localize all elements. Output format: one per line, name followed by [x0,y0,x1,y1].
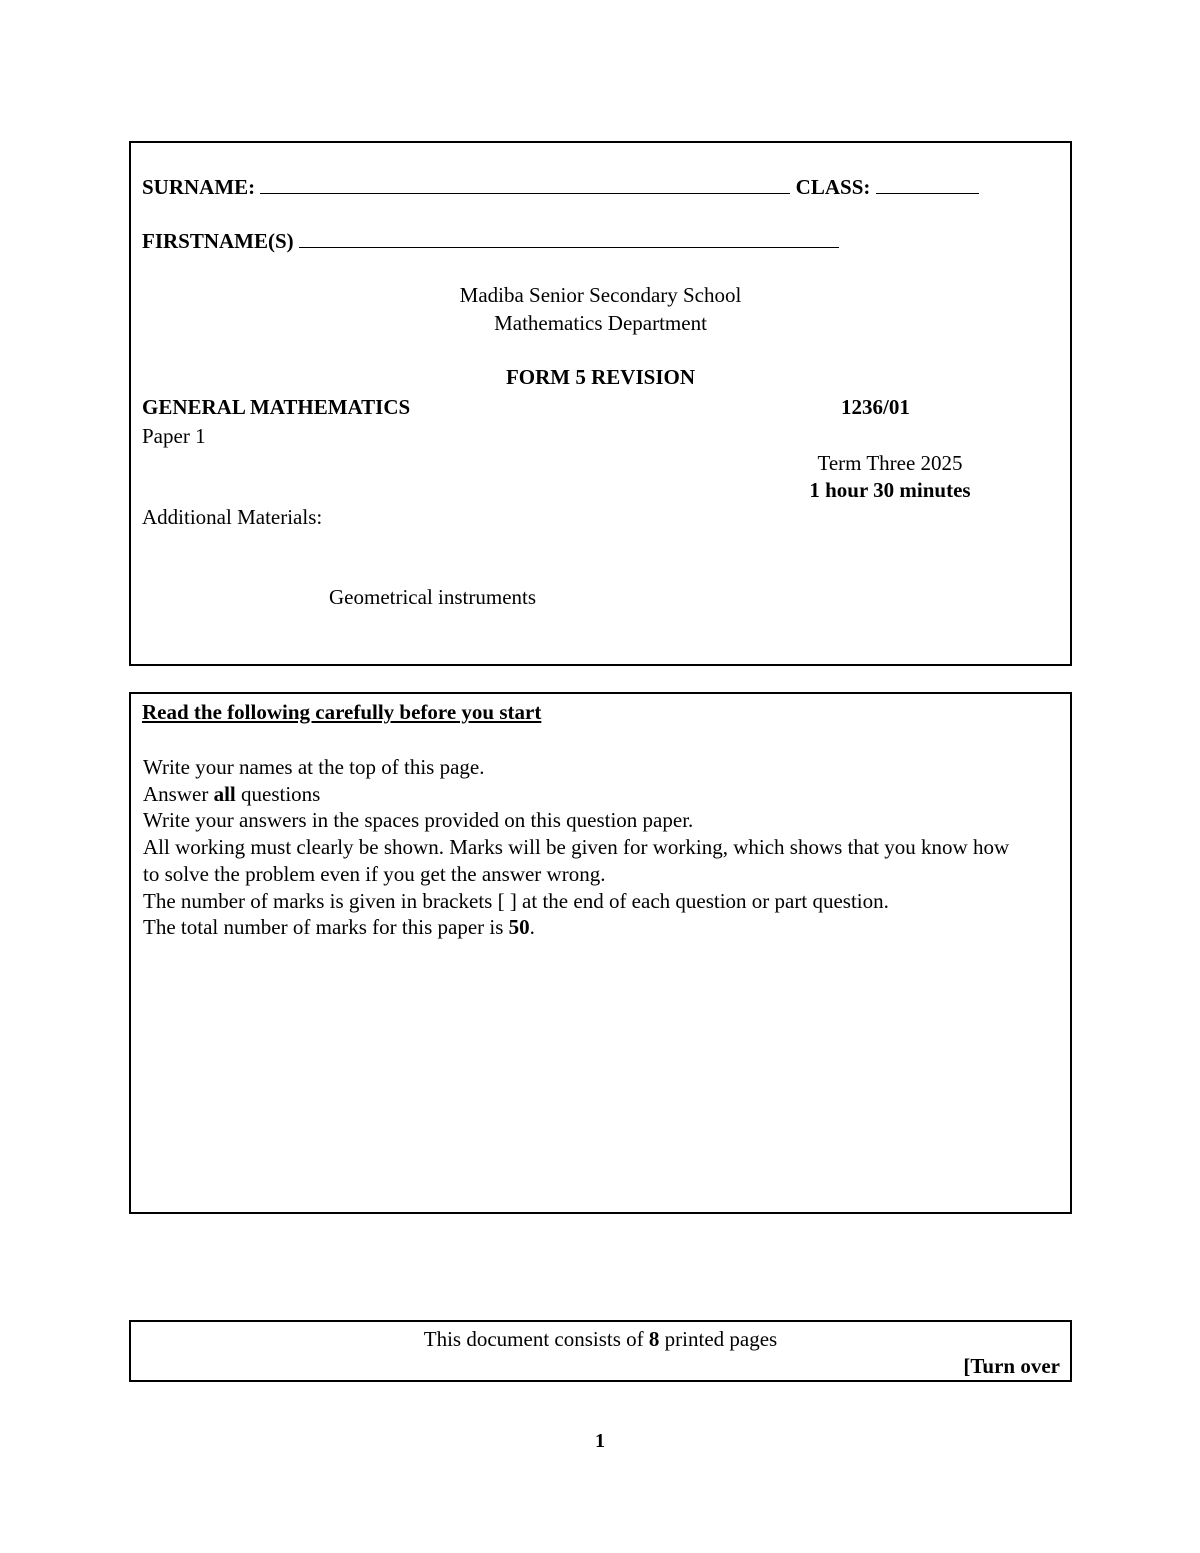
surname-row [142,174,979,200]
term: Term Three 2025 [817,451,963,475]
additional-materials: Geometrical instruments [329,585,537,609]
instructions-heading: Read the following carefully before you start [142,700,542,724]
school-name: Madiba Senior Secondary School [459,283,742,307]
class-label: CLASS: [795,175,871,199]
firstname-row [142,228,839,254]
instructions-box [129,692,1072,1214]
instruction-item: Answer all questions [143,781,321,806]
instruction-item: Write your names at the top of this page. [143,755,485,779]
exam-title: FORM 5 REVISION [505,365,695,389]
class-field[interactable] [876,192,979,194]
paper-number: Paper 1 [142,424,206,448]
additional-materials-label: Additional Materials: [142,505,323,529]
surname-label: SURNAME: [142,175,256,199]
instruction-item: All working must clearly be shown. Marks will be given for working, which shows that you know how to solve the problem even if you get the answer wrong. [143,835,1010,886]
footer-box [129,1320,1072,1382]
surname-field[interactable] [260,192,790,194]
duration: 1 hour 30 minutes [809,478,971,502]
instruction-item: The number of marks is given in brackets [ ] at the end of each question or part question. [143,888,889,913]
turn-over-note: [Turn over [963,1354,1060,1378]
instruction-item: Write your answers in the spaces provided on this question paper. [143,808,694,833]
firstname-label: FIRSTNAME(S) [142,229,294,253]
page-number: 1 [595,1430,605,1452]
firstname-field[interactable] [299,246,839,248]
subject-title: GENERAL MATHEMATICS [142,395,411,419]
department-name: Mathematics Department [494,311,707,335]
cover-details-box [129,141,1072,666]
instruction-item: The total number of marks for this paper is 50. [143,915,535,940]
page-count: 8 [648,1327,660,1351]
paper-code: 1236/01 [841,395,910,419]
instructions-list [143,754,1043,941]
page-count-note: This document consists of 8 printed pages [423,1327,778,1351]
